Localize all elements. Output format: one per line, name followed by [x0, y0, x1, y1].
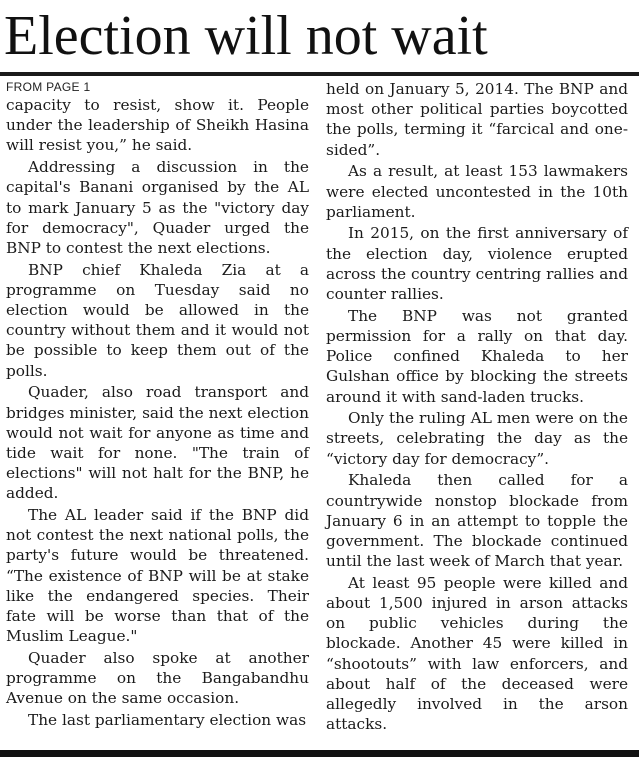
- paragraph: At least 95 people were killed and about 1,500 injured in arson attacks on public vehicles during the blockade. Another 45 were killed in “shootouts” with law enforcers, and about half of the deceased were allegedly involved in the arson attacks.: [326, 573, 628, 734]
- paragraph: The last parliamentary election was: [28, 711, 307, 730]
- paragraph: In 2015, on the first anniversary of the election day, violence erupted across the country centring rallies and counter rallies.: [326, 224, 628, 304]
- headline: Election will not wait: [4, 5, 488, 67]
- paragraph: Quader also spoke at another programme on the Bangabandhu Avenue on the same occasion.: [6, 648, 309, 708]
- paragraph: As a result, at least 153 lawmakers were elected uncontested in the 10th parliament.: [326, 162, 628, 221]
- page-bottom-border: [0, 750, 639, 757]
- paragraph: Khaleda then called for a countrywide nonstop blockade from January 6 in an attempt to topple the government. The blockade continued until the last week of March that year.: [326, 471, 628, 571]
- article-column-left: [6, 79, 309, 732]
- paragraph: held on January 5, 2014. The BNP and most other political parties boycotted the polls, terming it “farcical and one-sided”.: [326, 80, 628, 159]
- article-column-right: [326, 79, 628, 736]
- paragraph: Only the ruling AL men were on the streets, celebrating the day as the “victory day for democracy”.: [326, 409, 628, 468]
- jump-label: FROM PAGE 1: [6, 80, 91, 94]
- paragraph: BNP chief Khaleda Zia at a programme on Tuesday said no election would be allowed in the country without them and it would not be possible to keep them out of the polls.: [6, 260, 309, 380]
- paragraph: Addressing a discussion in the capital's Banani organised by the AL to mark January 5 as the "victory day for democracy", Quader urged the BNP to contest the next elections.: [6, 158, 309, 257]
- paragraph: The BNP was not granted permission for a rally on that day. Police confined Khaleda to her Gulshan office by blocking the streets around it with sand-laden trucks.: [326, 306, 628, 406]
- paragraph: The AL leader said if the BNP did not contest the next national polls, the party's future would be threatened. “The existence of BNP will be at stake like the endangered species. Their fate will be worse than that of the Muslim League.": [6, 506, 309, 646]
- headline-rule: [0, 72, 639, 76]
- paragraph: Quader, also road transport and bridges minister, said the next election would not wait for anyone as time and tide wait for none. "The train of elections" will not halt for the BNP, he added.: [6, 383, 309, 503]
- paragraph: capacity to resist, show it. People under the leadership of Sheikh Hasina will resist you,” he said.: [6, 96, 309, 155]
